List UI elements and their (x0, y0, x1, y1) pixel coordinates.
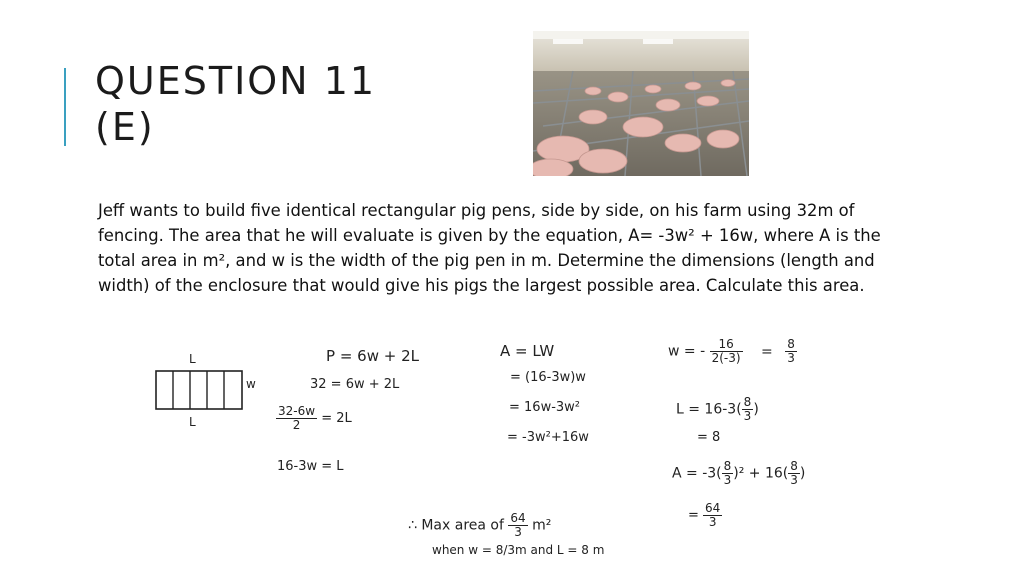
area-answer-den: 3 (708, 515, 717, 529)
solve-step (276, 405, 352, 432)
area-frac1-num: 8 (723, 459, 732, 473)
title-accent-bar (64, 68, 66, 146)
slide-title (95, 58, 376, 150)
conclusion-line-1 (408, 512, 551, 539)
width-equals: = (761, 343, 773, 360)
solve-step-numerator: 32-6w (278, 404, 316, 418)
length-answer: = 8 (697, 430, 721, 445)
width-den: 2(-3) (711, 351, 741, 365)
width-lhs: w = - (668, 343, 706, 360)
solve-step-denominator: 2 (292, 418, 301, 432)
conclusion-den: 3 (514, 525, 522, 539)
conclusion-num: 64 (510, 511, 526, 525)
conclusion-unit: m² (532, 517, 552, 534)
area-answer-equals: = (688, 508, 699, 523)
area-step-2: = 16w-3w² (509, 400, 581, 415)
width-num: 16 (710, 338, 743, 352)
diagram-label-side: w (246, 377, 256, 391)
conclusion-prefix: ∴ Max area of (408, 517, 504, 534)
area-close: ) (799, 465, 806, 482)
area-mid: )² + 16( (733, 465, 789, 482)
area-answer-num: 64 (705, 501, 721, 515)
area-frac2-num: 8 (790, 459, 798, 473)
area-frac1-den: 3 (723, 473, 732, 487)
solve-step-rhs: = 2L (321, 411, 352, 426)
conclusion-line-2: when w = 8/3m and L = 8 m (432, 543, 605, 557)
length-calc (676, 396, 759, 423)
pen-rectangle-diagram (155, 370, 247, 412)
width-vertex-calc (668, 338, 797, 365)
area-lhs: A = -3( (672, 465, 722, 482)
perimeter-substituted: 32 = 6w + 2L (310, 377, 400, 392)
length-lhs: L = 16-3( (676, 401, 742, 418)
length-frac-den: 3 (743, 409, 752, 423)
area-formula: A = LW (500, 342, 555, 360)
length-close: ) (753, 401, 759, 418)
width-answer-num: 8 (787, 337, 795, 351)
area-step-3: = -3w²+16w (507, 430, 589, 445)
length-expression: 16-3w = L (277, 459, 344, 474)
area-frac2-den: 3 (790, 473, 798, 487)
title-line-1: QUESTION 11 (95, 59, 377, 103)
area-step-1: = (16-3w)w (510, 370, 586, 385)
diagram-label-top: L (189, 352, 196, 366)
pig-pens-photo (533, 31, 749, 176)
width-answer-den: 3 (787, 351, 795, 365)
length-frac-num: 8 (743, 395, 752, 409)
problem-statement: Jeff wants to build five identical rectangular pig pens, side by side, on his farm using 32m of fencing. The area that he will evaluate is given by the equation, A= -3w² + 16w, where A is the total area in m², and w is the width of the pig pen in m. Determine the dimensions (length and width) of the enclosure that would give his pigs the largest possible area. Calculate this area. (98, 201, 881, 295)
title-line-2: (E) (95, 105, 155, 149)
max-area-answer (688, 502, 722, 529)
perimeter-equation: P = 6w + 2L (326, 347, 419, 365)
max-area-calc (672, 460, 805, 487)
diagram-label-bottom: L (189, 415, 196, 429)
